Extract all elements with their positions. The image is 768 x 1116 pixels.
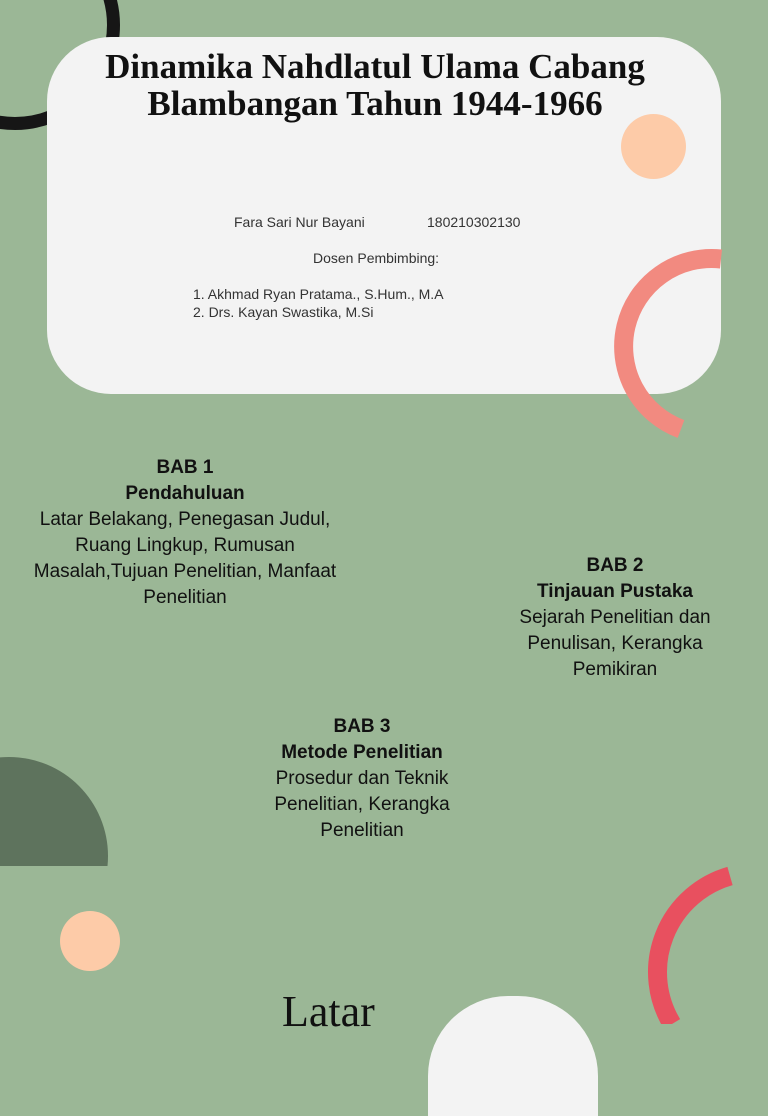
slide-title: Dinamika Nahdlatul Ulama Cabang Blambangan Tahun 1944-1966 bbox=[105, 47, 645, 123]
chapter-name: Metode Penelitian bbox=[281, 742, 443, 763]
chapter-number: BAB 1 bbox=[156, 457, 214, 478]
chapter-3 bbox=[250, 714, 474, 844]
chapter-description: Prosedur dan Teknik Penelitian, Kerangka Penelitian bbox=[274, 768, 450, 841]
advisor-1: 1. Akhmad Ryan Pratama., S.Hum., M.A bbox=[193, 286, 444, 302]
author-student-id: 180210302130 bbox=[427, 214, 521, 230]
next-slide-heading: Latar bbox=[282, 987, 375, 1036]
decor-red-arc bbox=[658, 876, 730, 1024]
chapter-number: BAB 3 bbox=[333, 716, 391, 737]
chapter-name: Tinjauan Pustaka bbox=[537, 581, 693, 602]
advisor-2: 2. Drs. Kayan Swastika, M.Si bbox=[193, 304, 374, 320]
chapter-number: BAB 2 bbox=[586, 555, 644, 576]
advisor-label: Dosen Pembimbing: bbox=[313, 250, 440, 266]
chapter-description: Latar Belakang, Penegasan Judul, Ruang Lingkup, Rumusan Masalah,Tujuan Penelitian, Manfaat Penelitian bbox=[33, 509, 337, 608]
chapter-1 bbox=[15, 455, 355, 611]
chapter-2 bbox=[500, 553, 730, 683]
decor-peach-circle-bottom bbox=[60, 911, 120, 971]
decor-salmon-arc bbox=[624, 258, 721, 429]
author-name: Fara Sari Nur Bayani bbox=[234, 214, 365, 230]
chapter-description: Sejarah Penelitian dan Penulisan, Kerangka Pemikiran bbox=[519, 607, 711, 680]
chapter-name: Pendahuluan bbox=[125, 483, 245, 504]
